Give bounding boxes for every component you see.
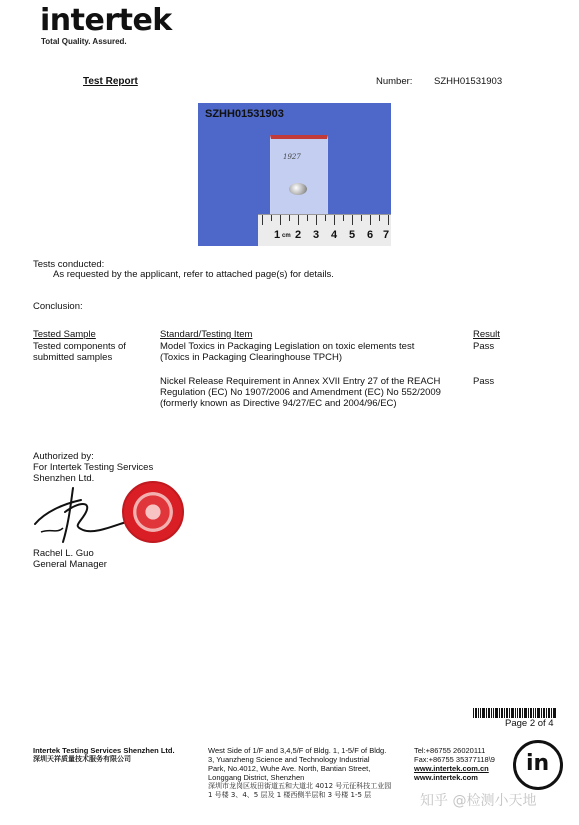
photo-caption: SZHH01531903 [205,108,284,120]
standard-line: Regulation (EC) No 1907/2006 and Amendment (EC) No 552/2009 [160,387,441,398]
standard-line: (formerly known as Directive 94/27/EC and 2004/96/EC) [160,398,397,409]
footer-address-cn: 1 号楼 3、4、5 层及 1 楼西侧半层和 3 号楼 1-5 层 [208,791,372,799]
report-title: Test Report [83,76,138,87]
ruler-number: 7 [383,229,390,241]
result-cell-1: Pass [473,341,495,352]
signatory-name: Rachel L. Guo [33,548,94,559]
header-standard: Standard/Testing Item [160,329,253,340]
footer-address-line: Longgang District, Shenzhen [208,773,305,782]
company-seal [122,481,184,543]
footer-company-block [33,746,203,764]
header-tested-sample: Tested Sample [33,329,96,340]
footer-tel: Tel:+86755 26020111 [414,746,486,755]
sample-photo [198,103,391,246]
footer-address-block [208,746,408,800]
conclusion-heading: Conclusion: [33,301,83,312]
tested-sample-cell [33,341,126,363]
footer-address-line: Park, No.4012, Wuhe Ave. North, Bantian Street, [208,764,371,773]
tests-heading: Tests conducted: [33,259,105,270]
sample-bag [270,135,328,217]
signatory-block [33,548,107,570]
ruler-number: 2 [295,229,302,241]
footer-fax: Fax:+86755 35377118\9 [414,755,495,764]
tests-text: As requested by the applicant, refer to attached page(s) for details. [53,269,334,280]
header-result: Result [473,329,500,340]
footer-web-cn-link[interactable]: www.intertek.com.cn [414,764,489,773]
auth-line: Shenzhen Ltd. [33,473,95,484]
ruler [258,214,391,246]
signature [33,482,128,544]
ruler-unit: cm [282,233,291,239]
ruler-number: 5 [349,229,356,241]
standard-cell-1 [160,341,414,363]
footer-address-line: 3, Yuanzheng Science and Technology Industrial [208,755,370,764]
standard-line: Model Toxics in Packaging Legislation on toxic elements test [160,341,415,352]
sample-ring [289,183,307,195]
sample-line: Tested components of [33,341,126,352]
standard-line: (Toxics in Packaging Clearinghouse TPCH) [160,352,342,363]
footer-company: Intertek Testing Services Shenzhen Ltd. [33,746,175,755]
auth-line: Authorized by: [33,451,94,462]
ruler-number: 1 [274,229,281,241]
report-number-label: Number: [376,76,413,87]
standard-cell-2 [160,376,441,409]
footer-address-cn: 深圳市龙岗区坂田街道五和大道北 4012 号元征科技工业园 [208,782,392,790]
logo-tagline: Total Quality. Assured. [41,37,127,46]
ruler-number: 4 [331,229,338,241]
barcode [473,708,557,718]
watermark: 知乎 @检测小天地 [420,793,537,809]
intertek-badge-icon: in [513,740,563,790]
result-cell-2: Pass [473,376,495,387]
ruler-number: 3 [313,229,320,241]
intertek-logo: intertek [40,3,172,38]
standard-line: Nickel Release Requirement in Annex XVII Entry 27 of the REACH [160,376,441,387]
footer-address-line: West Side of 1/F and 3,4,5/F of Bldg. 1, 1-5/F of Bldg. [208,746,387,755]
footer-web-link[interactable]: www.intertek.com [414,773,478,782]
auth-line: For Intertek Testing Services [33,462,154,473]
ruler-number: 6 [367,229,374,241]
signatory-title: General Manager [33,559,107,570]
page-number: Page 2 of 4 [505,718,554,729]
report-number-value: SZHH01531903 [434,76,503,87]
footer-contact-block [414,746,514,782]
footer-company-cn: 深圳天祥质量技术服务有限公司 [33,755,131,763]
authorization-block [33,451,153,484]
sample-line: submitted samples [33,352,113,363]
bag-note: 1927 [283,153,301,161]
